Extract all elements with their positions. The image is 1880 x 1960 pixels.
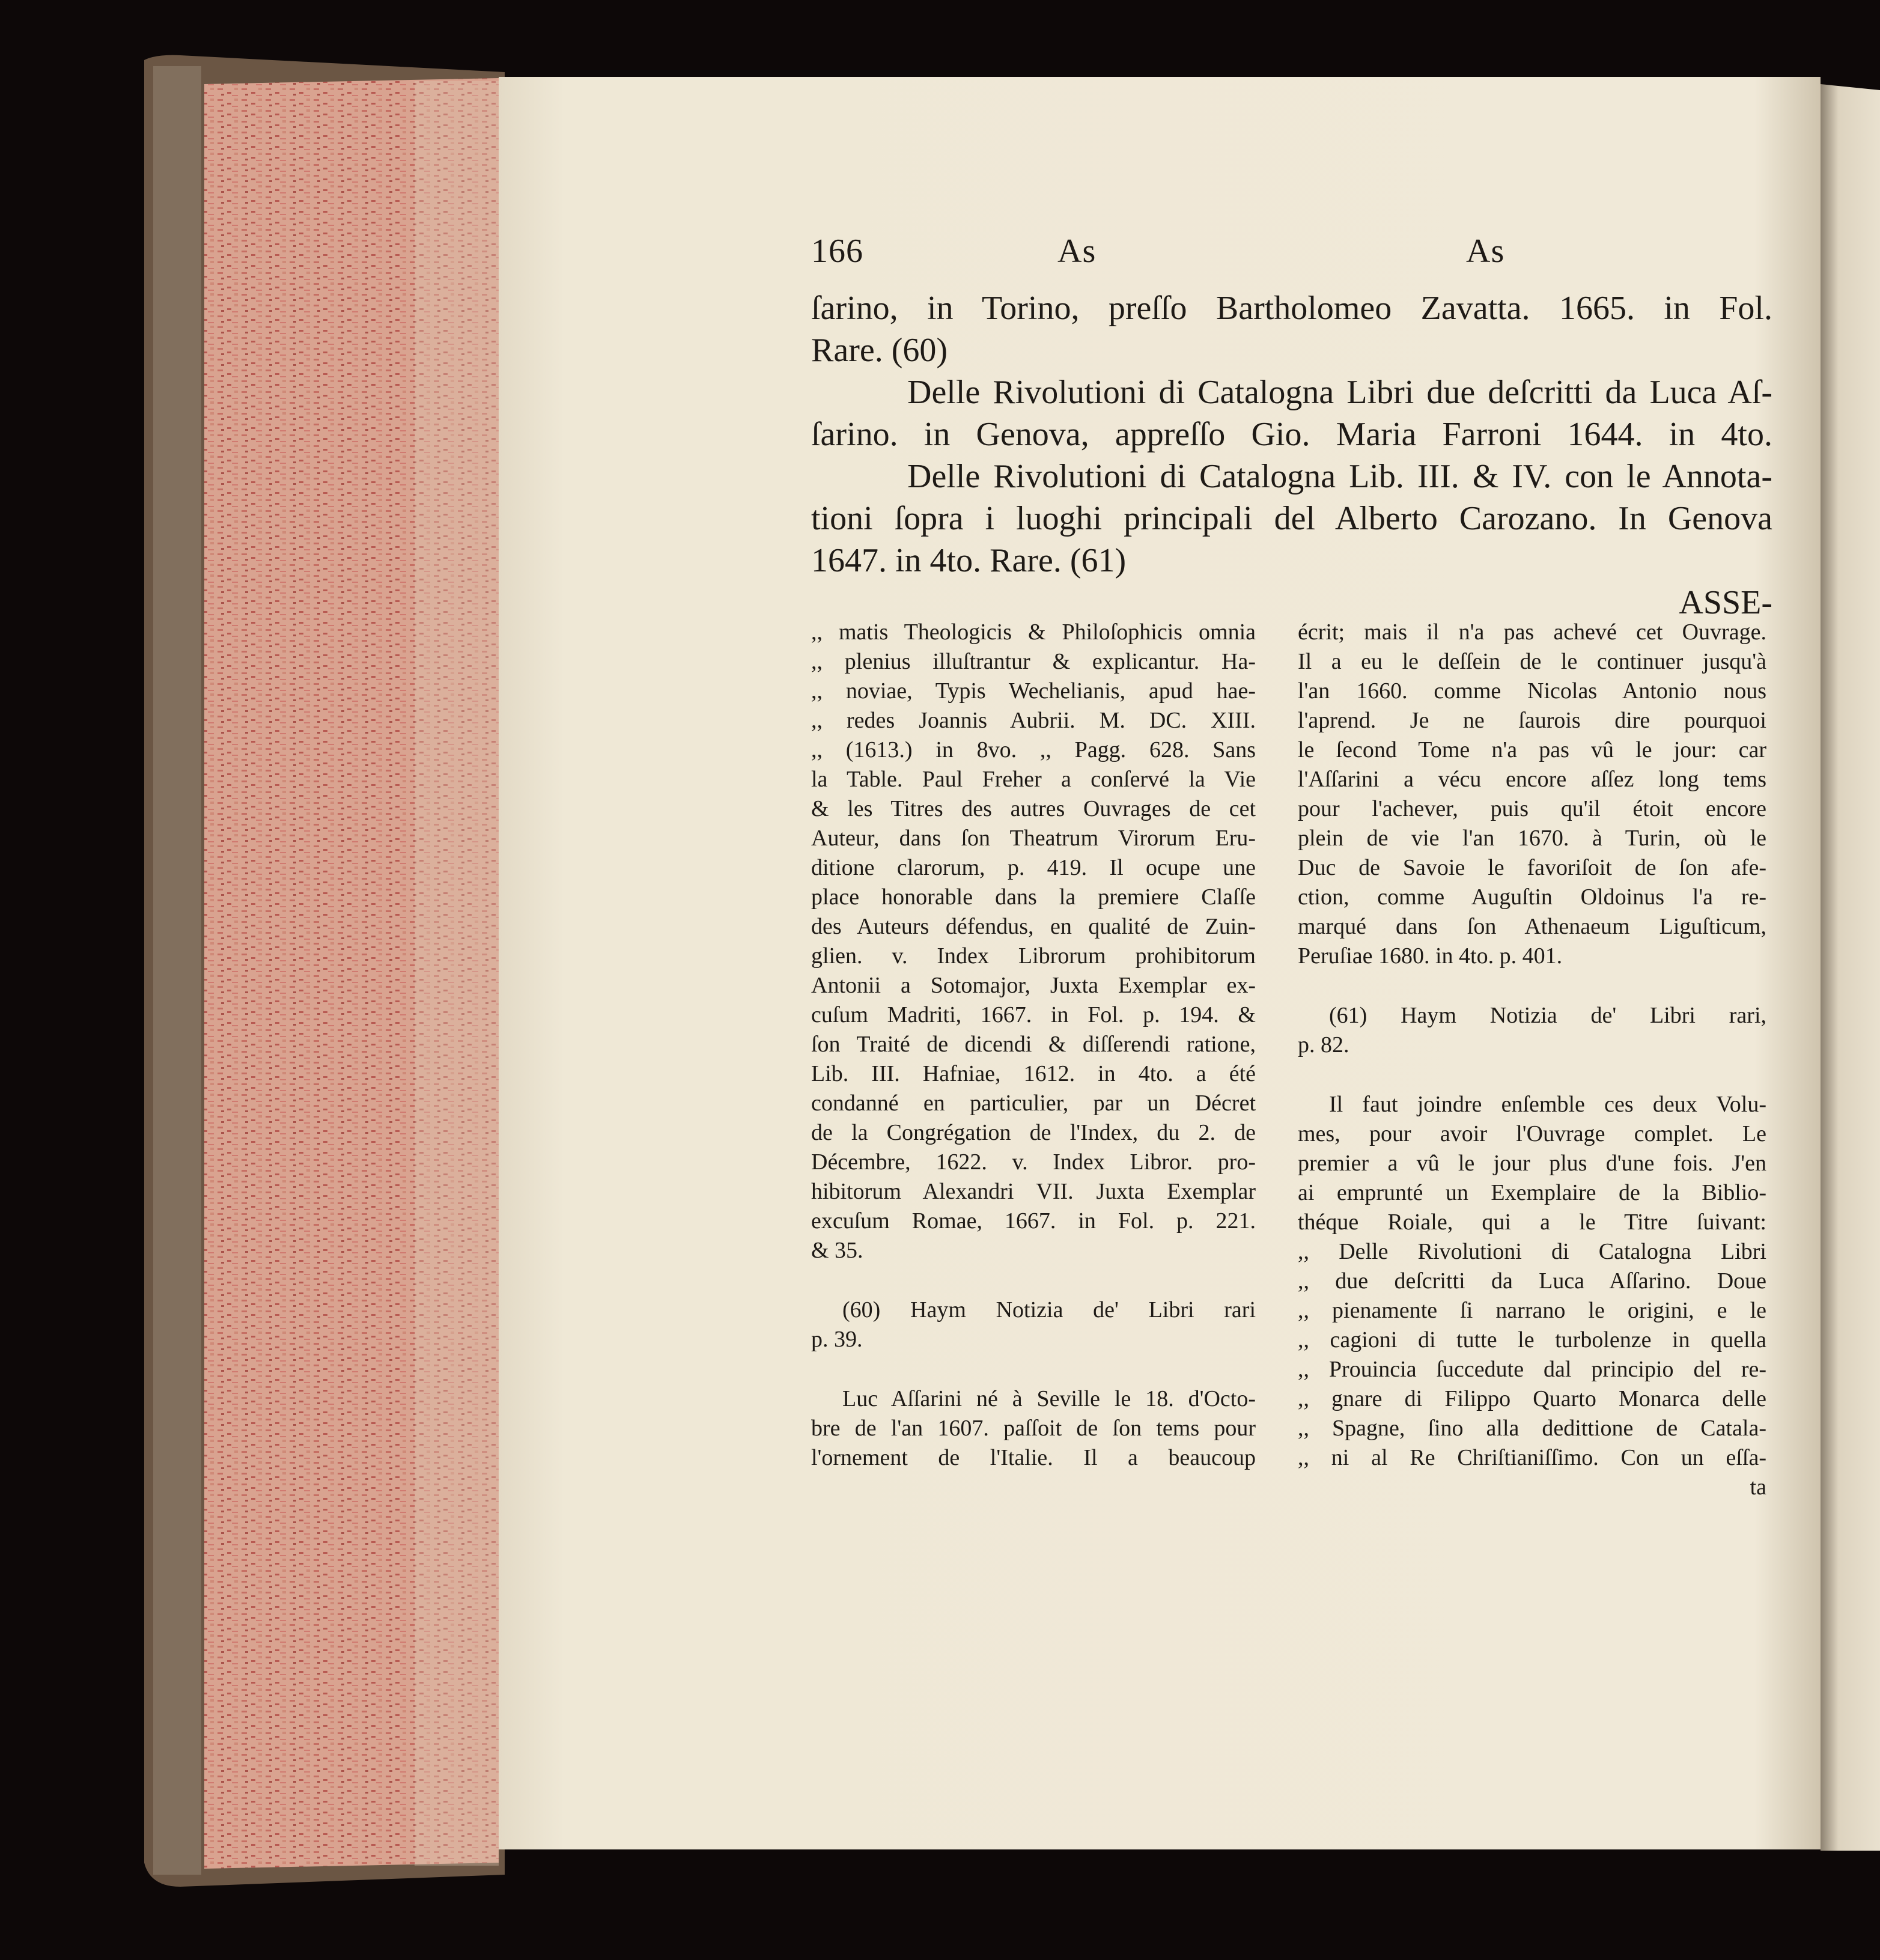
note-line: pour l'achever, puis qu'il étoit encore [1298, 796, 1766, 821]
note-line: premier a vû le jour plus d'une fois. J'en [1298, 1151, 1766, 1176]
page-number: 166 [811, 233, 863, 270]
main-line: ſarino, in Torino, preſſo Bartholomeo Zavatta. 1665. in Fol. [811, 290, 1772, 327]
note-line: de la Congrégation de l'Index, du 2. de [811, 1120, 1256, 1145]
main-line: 1647. in 4to. Rare. (61) [811, 542, 1127, 579]
note-line: place honorable dans la premiere Claſſe [811, 884, 1256, 910]
note-line: l'ornement de l'Italie. Il a beaucoup [811, 1445, 1256, 1470]
note-line: ,, gnare di Filippo Quarto Monarca delle [1298, 1386, 1766, 1411]
note-line: ,, redes Joannis Aubrii. M. DC. XIII. [811, 708, 1256, 733]
main-text [811, 287, 1772, 624]
book-page [499, 77, 1821, 1849]
note-line: glien. v. Index Librorum prohibitorum [811, 943, 1256, 969]
notes-column-right [1298, 618, 1766, 1502]
note-line: ditione clarorum, p. 419. Il ocupe une [811, 855, 1256, 880]
note-line: ction, comme Auguſtin Oldoinus l'a re- [1298, 884, 1766, 910]
note-line: Luc Aſſarini né à Seville le 18. d'Octo- [842, 1386, 1256, 1411]
catchword-notes: ta [1750, 1475, 1766, 1500]
note-line: ſon Traité de dicendi & diſſerendi ratione, [811, 1032, 1256, 1057]
note-line: Duc de Savoie le favoriſoit de ſon afe- [1298, 855, 1766, 880]
note-line: l'aprend. Je ne ſaurois dire pourquoi [1298, 708, 1766, 733]
note-line: le ſecond Tome n'a pas vû le jour: car [1298, 737, 1766, 762]
note-line: Antonii a Sotomajor, Juxta Exemplar ex- [811, 973, 1256, 998]
note-line: ,, ni al Re Chriſtianiſſimo. Con un eſſa- [1298, 1445, 1766, 1470]
footnote-61: (61) Haym Notizia de' Libri rari, [1329, 1003, 1766, 1028]
note-line: mes, pour avoir l'Ouvrage complet. Le [1298, 1121, 1766, 1146]
note-line: excuſum Romae, 1667. in Fol. p. 221. [811, 1208, 1256, 1234]
note-line: écrit; mais il n'a pas achevé cet Ouvrage. [1298, 619, 1766, 645]
note-line: ,, pienamente ſi narrano le origini, e le [1298, 1298, 1766, 1323]
note-line: marqué dans ſon Athenaeum Liguſticum, [1298, 914, 1766, 939]
note-line: ,, matis Theologicis & Philoſophicis omnia [811, 619, 1256, 645]
note-line: & 35. [811, 1238, 863, 1263]
note-line: ai emprunté un Exemplaire de la Biblio- [1298, 1180, 1766, 1205]
note-line: ,, (1613.) in 8vo. ,, Pagg. 628. Sans [811, 737, 1256, 762]
main-line: tioni ſopra i luoghi principali del Alberto Carozano. In Genova [811, 500, 1772, 537]
note-line: p. 82. [1298, 1032, 1349, 1058]
note-line: ,, Delle Rivolutioni di Catalogna Libri [1298, 1239, 1766, 1264]
running-head-right: As [1466, 233, 1505, 270]
note-line: Il a eu le deſſein de le continuer jusqu'à [1298, 649, 1766, 674]
note-line: p. 39. [811, 1327, 863, 1352]
note-line: ,, noviae, Typis Wechelianis, apud hae- [811, 678, 1256, 704]
note-line: ,, plenius illuſtrantur & explicantur. Ha- [811, 649, 1256, 674]
note-line: l'Aſſarini a vécu encore aſſez long tems [1298, 767, 1766, 792]
note-line: ,, cagioni di tutte le turbolenze in quella [1298, 1327, 1766, 1353]
note-line: ,, Spagne, ſino alla dedittione de Catala- [1298, 1416, 1766, 1441]
note-line: l'an 1660. comme Nicolas Antonio nous [1298, 678, 1766, 704]
note-line: Décembre, 1622. v. Index Libror. pro- [811, 1149, 1256, 1175]
note-line: plein de vie l'an 1670. à Turin, où le [1298, 826, 1766, 851]
notes-column-left [811, 618, 1256, 1473]
note-line: théque Roiale, qui a le Titre ſuivant: [1298, 1210, 1766, 1235]
note-line: bre de l'an 1607. paſſoit de ſon tems pour [811, 1416, 1256, 1441]
note-line: Il faut joindre enſemble ces deux Volu- [1329, 1092, 1766, 1117]
note-line: des Auteurs défendus, en qualité de Zuin- [811, 914, 1256, 939]
note-line: cuſum Madriti, 1667. in Fol. p. 194. & [811, 1002, 1256, 1027]
note-line: Auteur, dans ſon Theatrum Virorum Eru- [811, 826, 1256, 851]
note-line: Lib. III. Hafniae, 1612. in 4to. a été [811, 1061, 1256, 1086]
note-line: & les Titres des autres Ouvrages de cet [811, 796, 1256, 821]
note-line: la Table. Paul Freher a conſervé la Vie [811, 767, 1256, 792]
note-line: Peruſiae 1680. in 4to. p. 401. [1298, 943, 1563, 969]
running-head-left: As [1057, 233, 1097, 270]
note-line: condanné en particulier, par un Décret [811, 1091, 1256, 1116]
main-line: Delle Rivolutioni di Catalogna Libri due deſcritti da Luca Aſ- [907, 374, 1772, 411]
facing-page-edge [1821, 84, 1880, 1851]
main-line: Rare. (60) [811, 332, 948, 369]
catchword: ASSE- [1679, 584, 1772, 621]
note-line: ,, due deſcritti da Luca Aſſarino. Doue [1298, 1268, 1766, 1294]
main-line: ſarino. in Genova, appreſſo Gio. Maria Farroni 1644. in 4to. [811, 416, 1772, 453]
note-line: ,, Prouincia ſuccedute dal principio del re- [1298, 1357, 1766, 1382]
main-line: Delle Rivolutioni di Catalogna Lib. III. & IV. con le Annota- [907, 458, 1772, 495]
note-line: hibitorum Alexandri VII. Juxta Exemplar [811, 1179, 1256, 1204]
footnote-60: (60) Haym Notizia de' Libri rari [842, 1297, 1256, 1322]
